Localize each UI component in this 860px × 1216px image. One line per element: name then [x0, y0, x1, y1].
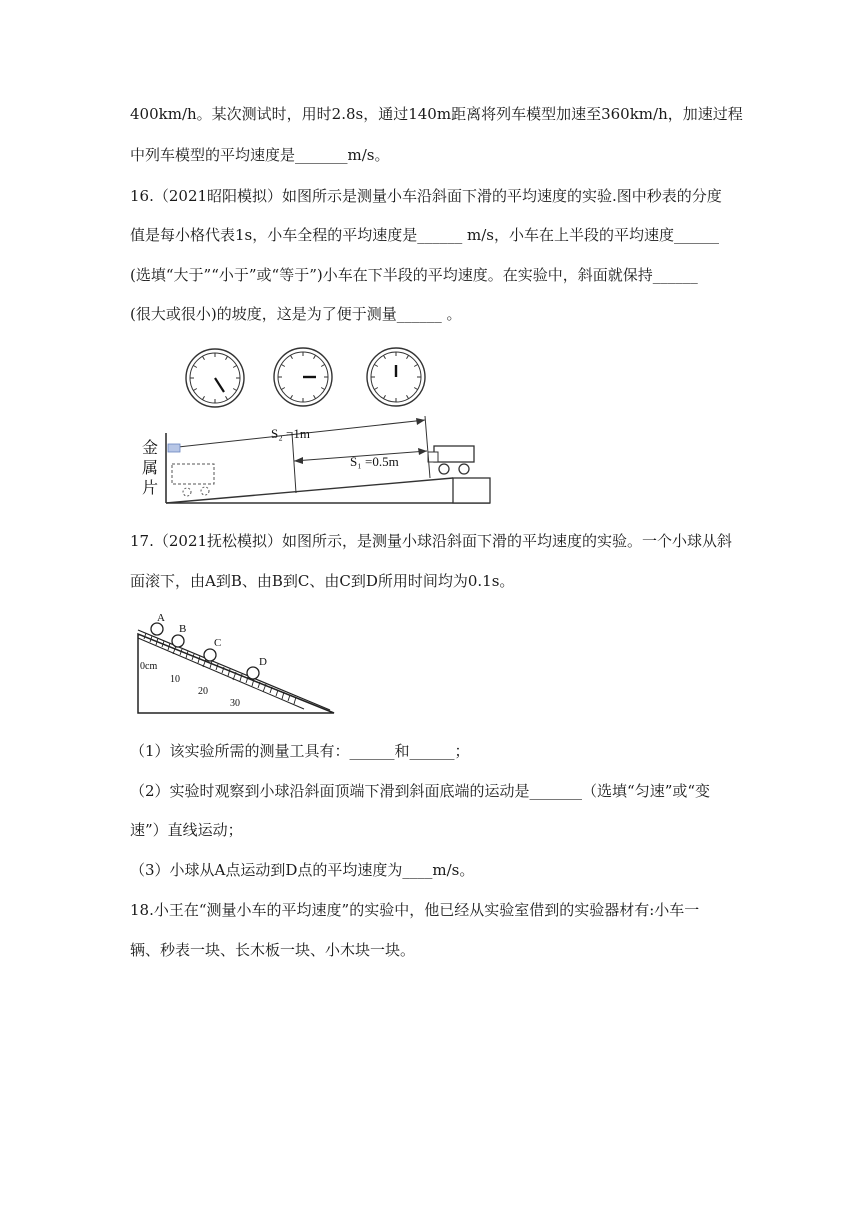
point-c-label: C	[214, 637, 222, 649]
ball-b	[172, 635, 184, 647]
question-17-part-2: （2）实验时观察到小球沿斜面顶端下滑到斜面底端的运动是_______（选填“匀速”或“变	[130, 782, 711, 800]
point-d-label: D	[259, 656, 267, 668]
ball-c	[204, 649, 216, 661]
ball-d	[247, 667, 259, 679]
metal-sheet-label-1: 金	[142, 438, 159, 457]
question-17-part-1: （1）该实验所需的测量工具有：______和______；	[130, 742, 470, 760]
text-line-1: 400km/h。某次测试时，用时2.8s，通过140m距离将列车模型加速至360km/h，加速过程	[130, 105, 743, 123]
text-line-2: 中列车模型的平均速度是_______m/s。	[130, 146, 390, 164]
ruler-label-10: 10	[170, 674, 180, 685]
toy-car	[428, 446, 474, 474]
ruler-label-20: 20	[198, 686, 208, 697]
text-line-4: 值是每小格代表1s，小车全程的平均速度是______ m/s，小车在上半段的平均速度______	[130, 226, 719, 244]
metal-sheet-label-2: 属	[142, 458, 159, 477]
point-b-label: B	[179, 623, 187, 635]
figure-16-incline	[138, 338, 498, 510]
ruler-label-30: 30	[230, 698, 240, 709]
text-line-14: 辆、秒表一块、长木板一块、小木块一块。	[130, 941, 416, 959]
s1-label: S₁ =0.5m	[350, 454, 399, 469]
question-17-title: 17.（2021抚松模拟）如图所示，是测量小球沿斜面下滑的平均速度的实验。一个小球从斜	[130, 532, 733, 550]
text-line-6: (很大或很小)的坡度，这是为了便于测量______ 。	[130, 305, 462, 323]
stopwatch-3	[367, 348, 425, 406]
s2-label: S₂ =1m	[271, 426, 310, 441]
metal-sheet-label-3: 片	[142, 478, 159, 497]
car-dashed-body	[172, 464, 214, 484]
text-line-11: 速”）直线运动；	[130, 821, 243, 839]
stopwatch-1	[186, 349, 244, 407]
text-line-8: 面滚下，由A到B、由B到C、由C到D所用时间均为0.1s。	[130, 572, 515, 590]
stopwatch-2	[274, 348, 332, 406]
incline-surface	[166, 478, 453, 503]
question-17-part-3: （3）小球从A点运动到D点的平均速度为____m/s。	[130, 861, 475, 879]
question-18-title: 18.小王在“测量小车的平均速度”的实验中，他已经从实验室借到的实验器材有:小车一	[130, 901, 700, 919]
support-block	[453, 478, 490, 503]
figure-17-ruler-incline	[134, 612, 336, 716]
ball-a	[151, 623, 163, 635]
text-line-5: (选填“大于”“小于”或“等于”)小车在下半段的平均速度。在实验中，斜面就保持______	[130, 266, 698, 284]
question-16-title: 16.（2021昭阳模拟）如图所示是测量小车沿斜面下滑的平均速度的实验.图中秒表的分度	[130, 187, 722, 205]
point-a-label: A	[157, 612, 165, 624]
ruler-label-0: 0cm	[140, 661, 158, 672]
